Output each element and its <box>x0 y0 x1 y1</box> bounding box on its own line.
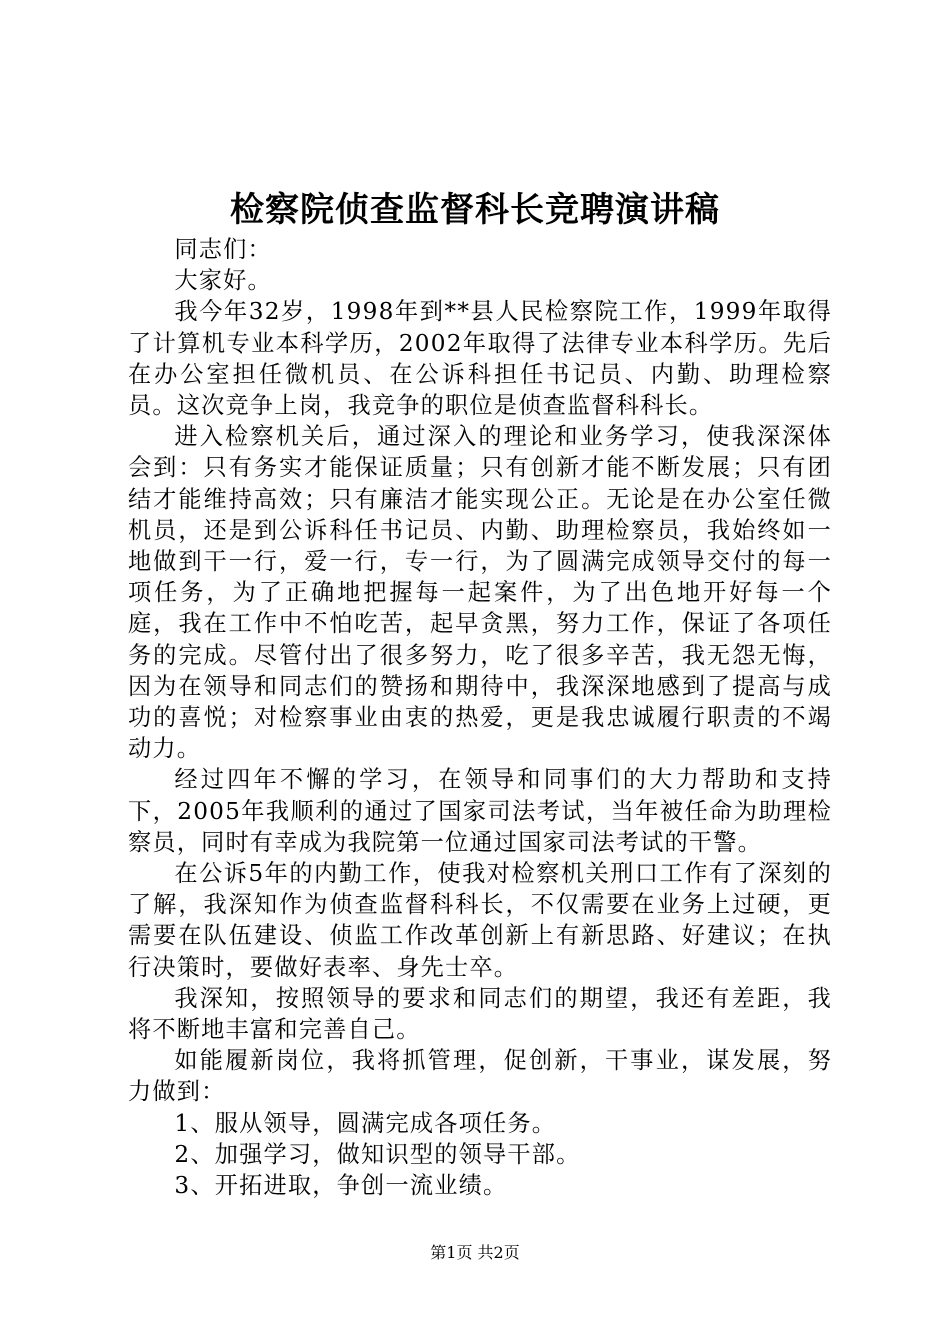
paragraph-experience: 进入检察机关后，通过深入的理论和业务学习，使我深深体会到：只有务实才能保证质量；只有创新才能不断发展；只有团结才能维持高效；只有廉洁才能实现公正。无论是在办公室任微机员，还是到公诉科任书记员、内勤、助理检察员，我始终如一地做到干一行，爱一行，专一行，为了圆满完成领导交付的每一项任务，为了正确地把握每一起案件，为了出色地开好每一个庭，我在工作中不怕吃苦，起早贪黑，努力工作，保证了各项任务的完成。尽管付出了很多努力，吃了很多辛苦，我无怨无悔，因为在领导和同志们的赞扬和期待中，我深深地感到了提高与成功的喜悦；对检察事业由衷的热爱，更是我忠诚履行职责的不竭动力。 <box>128 423 832 763</box>
paragraph-commitment: 如能履新岗位，我将抓管理，促创新，干事业，谋发展，努力做到： <box>128 1047 832 1106</box>
page-number: 第1页 共2页 <box>430 1243 520 1262</box>
paragraph-salutation: 同志们： <box>174 236 272 263</box>
paragraph-greeting: 大家好。 <box>174 267 272 295</box>
list-item-1: 1、服从领导，圆满完成各项任务。 <box>174 1109 557 1137</box>
document-body <box>128 234 832 1201</box>
paragraph-improvement: 我深知，按照领导的要求和同志们的期望，我还有差距，我将不断地丰富和完善自己。 <box>128 984 832 1044</box>
paragraph-exam: 经过四年不懈的学习，在领导和同事们的大力帮助和支持下，2005年我顺利的通过了国家司法考试，当年被任命为助理检察员，同时有幸成为我院第一位通过国家司法考试的干警。 <box>128 766 832 856</box>
list-item-3: 3、开拓进取，争创一流业绩。 <box>174 1172 508 1200</box>
paragraph-understanding: 在公诉5年的内勤工作，使我对检察机关刑口工作有了深刻的了解，我深知作为侦查监督科科长，不仅需要在业务上过硬，更需要在队伍建设、侦监工作改革创新上有新思路、好建议；在执行决策时，要做好表率、身先士卒。 <box>128 860 832 981</box>
list-item-2: 2、加强学习，做知识型的领导干部。 <box>174 1140 581 1168</box>
paragraph-introduction: 我今年32岁，1998年到**县人民检察院工作，1999年取得了计算机专业本科学历，2002年取得了法律专业本科学历。先后在办公室担任微机员、在公诉科担任书记员、内勤、助理检察员。这次竞争上岗，我竞争的职位是侦查监督科科长。 <box>128 298 832 420</box>
document-title: 检察院侦查监督科长竞聘演讲稿 <box>230 190 720 230</box>
